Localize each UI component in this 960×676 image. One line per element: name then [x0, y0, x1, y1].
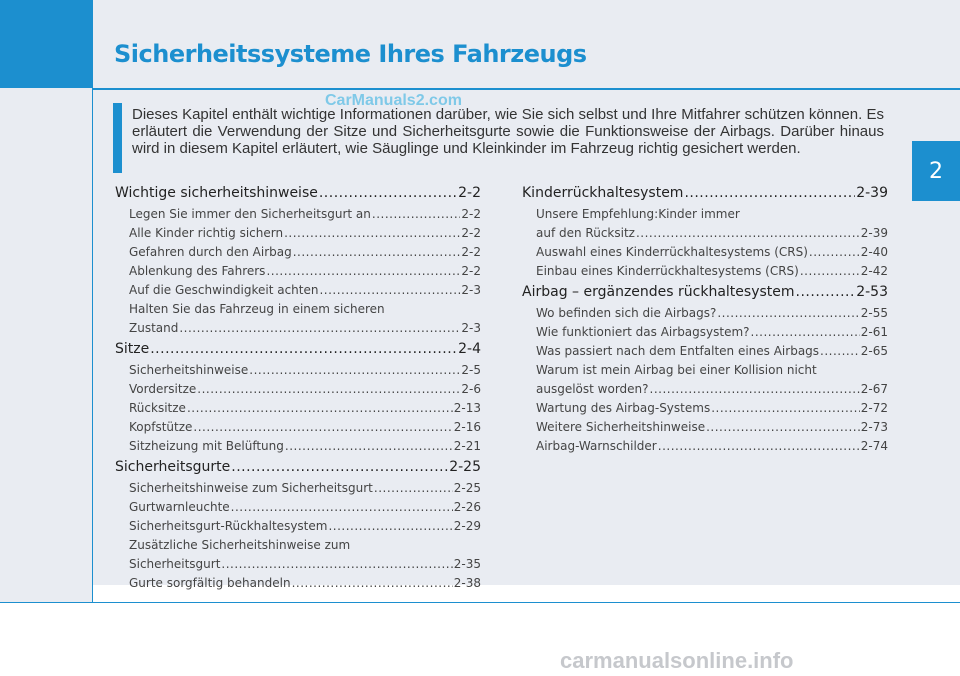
- leader-dots: [231, 498, 453, 517]
- leader-dots: [285, 437, 453, 456]
- toc-page-number: 2-21: [453, 439, 481, 453]
- toc-entry[interactable]: [522, 262, 888, 281]
- toc-section[interactable]: [115, 338, 481, 361]
- leader-dots: [319, 281, 460, 300]
- toc-entry-title: Wo befinden sich die Airbags?: [536, 306, 717, 320]
- toc-entry[interactable]: [522, 380, 888, 399]
- toc-page-number: 2-53: [856, 284, 888, 300]
- toc-page-number: 2-39: [860, 226, 888, 240]
- toc-page-number: 2-38: [453, 576, 481, 590]
- toc-entry[interactable]: [115, 574, 481, 593]
- toc-entry[interactable]: [115, 498, 481, 517]
- toc-entry-title: Alle Kinder richtig sichern: [129, 226, 284, 240]
- toc-page-number: 2-72: [860, 401, 888, 415]
- toc-entry-title: Sicherheitsgurt: [129, 557, 221, 571]
- toc-page-number: 2-74: [860, 439, 888, 453]
- leader-dots: [221, 555, 452, 574]
- toc-entry[interactable]: [522, 437, 888, 456]
- watermark-top: CarManuals2.com: [325, 92, 462, 109]
- leader-dots: [328, 517, 452, 536]
- toc-section-title: Kinderrückhaltesystem: [522, 185, 684, 201]
- toc-entry[interactable]: [115, 517, 481, 536]
- leader-dots: [796, 281, 856, 304]
- toc-page-number: 2-2: [458, 185, 481, 201]
- toc-left-column: [115, 182, 481, 593]
- chapter-number: 2: [929, 158, 943, 184]
- leader-dots: [820, 342, 860, 361]
- toc-entry[interactable]: [115, 555, 481, 574]
- leader-dots: [711, 399, 860, 418]
- intro-paragraph: Dieses Kapitel enthält wichtige Informationen darüber, wie Sie sich selbst und Ihre Mitfahrer schützen können. Es erläutert die Verwendung der Sitze und Sicherheitsgurte sowie die Funktionsweise der Airbags. Darüber hinaus wird in diesem Kapitel erläutert, wie Säuglinge und Kleinkinder im Fahrzeug richtig gesichert werden.: [132, 106, 884, 157]
- toc-section[interactable]: [115, 182, 481, 205]
- leader-dots: [650, 380, 860, 399]
- toc-section-title: Sitze: [115, 341, 150, 357]
- left-margin-stripe: [0, 0, 93, 603]
- toc-entry-title: Wartung des Airbag-Systems: [536, 401, 711, 415]
- toc-entry[interactable]: [522, 399, 888, 418]
- toc-page-number: 2-2: [461, 264, 481, 278]
- toc-page-number: 2-26: [453, 500, 481, 514]
- toc-page-number: 2-39: [856, 185, 888, 201]
- leader-dots: [636, 224, 860, 243]
- toc-entry[interactable]: [115, 418, 481, 437]
- header-rule: [92, 88, 960, 90]
- watermark-bottom: carmanualsonline.info: [560, 648, 794, 673]
- chapter-title: Sicherheitssysteme Ihres Fahrzeugs: [114, 40, 587, 68]
- leader-dots: [231, 456, 448, 479]
- toc-entry-title: Gurte sorgfältig behandeln: [129, 576, 291, 590]
- toc-entry[interactable]: [115, 361, 481, 380]
- toc-entry-title: ausgelöst worden?: [536, 382, 649, 396]
- toc-page-number: 2-29: [453, 519, 481, 533]
- toc-entry-title: Kopfstütze: [129, 420, 193, 434]
- toc-entry-title: Vordersitze: [129, 382, 197, 396]
- toc-entry[interactable]: [115, 224, 481, 243]
- toc-page-number: 2-2: [461, 207, 481, 221]
- toc-entry[interactable]: [115, 281, 481, 300]
- leader-dots: [717, 304, 859, 323]
- toc-right-column: [522, 182, 888, 456]
- toc-page-number: 2-13: [453, 401, 481, 415]
- toc-entry-line1[interactable]: Unsere Empfehlung:Kinder immer: [536, 207, 740, 221]
- leader-dots: [374, 479, 453, 498]
- toc-page-number: 2-3: [461, 321, 481, 335]
- toc-entry[interactable]: [115, 205, 481, 224]
- toc-entry-line1[interactable]: Halten Sie das Fahrzeug in einem sicheren: [129, 302, 385, 316]
- footer-rule: [0, 602, 960, 603]
- toc-entry[interactable]: [522, 342, 888, 361]
- toc-entry[interactable]: [115, 399, 481, 418]
- toc-entry[interactable]: [522, 224, 888, 243]
- toc-entry-title: Sitzheizung mit Belüftung: [129, 439, 284, 453]
- toc-section-title: Sicherheitsgurte: [115, 459, 231, 475]
- leader-dots: [197, 380, 460, 399]
- toc-page-number: 2-2: [461, 245, 481, 259]
- toc-page-number: 2-42: [860, 264, 888, 278]
- toc-entry-line1[interactable]: Zusätzliche Sicherheitshinweise zum: [129, 538, 351, 552]
- leader-dots: [292, 574, 453, 593]
- toc-entry-title: Was passiert nach dem Entfalten eines Airbags: [536, 344, 820, 358]
- leader-dots: [150, 338, 457, 361]
- leader-dots: [372, 205, 461, 224]
- toc-page-number: 2-16: [453, 420, 481, 434]
- toc-entry[interactable]: [115, 479, 481, 498]
- toc-section[interactable]: [522, 182, 888, 205]
- leader-dots: [751, 323, 860, 342]
- toc-page-number: 2-25: [449, 459, 481, 475]
- toc-page-number: 2-67: [860, 382, 888, 396]
- leader-dots: [800, 262, 860, 281]
- toc-entry[interactable]: [115, 243, 481, 262]
- toc-entry[interactable]: [115, 262, 481, 281]
- toc-entry-title: Legen Sie immer den Sicherheitsgurt an: [129, 207, 371, 221]
- toc-section[interactable]: [522, 281, 888, 304]
- toc-entry[interactable]: [115, 319, 481, 338]
- toc-page-number: 2-65: [860, 344, 888, 358]
- toc-entry-title: Airbag-Warnschilder: [536, 439, 657, 453]
- toc-entry-title: Auswahl eines Kinderrückhaltesystems (CRS): [536, 245, 808, 259]
- toc-section-title: Airbag – ergänzendes rückhaltesystem: [522, 284, 795, 300]
- intro-accent-bar: [113, 103, 122, 173]
- toc-entry-title: Ablenkung des Fahrers: [129, 264, 266, 278]
- leader-dots: [809, 243, 860, 262]
- toc-page-number: 2-25: [453, 481, 481, 495]
- leader-dots: [179, 319, 460, 338]
- toc-page-number: 2-4: [458, 341, 481, 357]
- toc-entry-title: Weitere Sicherheitshinweise: [536, 420, 706, 434]
- toc-entry[interactable]: [115, 437, 481, 456]
- toc-section-title: Wichtige sicherheitshinweise: [115, 185, 318, 201]
- toc-entry-title: Wie funktioniert das Airbagsystem?: [536, 325, 750, 339]
- leader-dots: [706, 418, 860, 437]
- header-accent-block: [0, 0, 92, 88]
- toc-entry[interactable]: [522, 418, 888, 437]
- toc-entry[interactable]: [522, 323, 888, 342]
- toc-page-number: 2-3: [461, 283, 481, 297]
- toc-entry[interactable]: [522, 304, 888, 323]
- leader-dots: [193, 418, 452, 437]
- leader-dots: [284, 224, 460, 243]
- toc-entry-line1[interactable]: Warum ist mein Airbag bei einer Kollision nicht: [536, 363, 817, 377]
- toc-entry-title: Einbau eines Kinderrückhaltesystems (CRS): [536, 264, 799, 278]
- toc-page-number: 2-6: [461, 382, 481, 396]
- toc-page-number: 2-35: [453, 557, 481, 571]
- leader-dots: [187, 399, 453, 418]
- toc-page-number: 2-73: [860, 420, 888, 434]
- toc-entry-title: Zustand: [129, 321, 179, 335]
- toc-entry-title: auf den Rücksitz: [536, 226, 635, 240]
- toc-entry[interactable]: [115, 380, 481, 399]
- toc-entry-title: Rücksitze: [129, 401, 186, 415]
- toc-page-number: 2-5: [461, 363, 481, 377]
- toc-page-number: 2-55: [860, 306, 888, 320]
- toc-page-number: 2-2: [461, 226, 481, 240]
- toc-section[interactable]: [115, 456, 481, 479]
- toc-page-number: 2-61: [860, 325, 888, 339]
- toc-page-number: 2-40: [860, 245, 888, 259]
- toc-entry-title: Gefahren durch den Airbag: [129, 245, 292, 259]
- toc-entry-title: Gurtwarnleuchte: [129, 500, 230, 514]
- leader-dots: [293, 243, 461, 262]
- chapter-tab[interactable]: [912, 141, 960, 201]
- toc-entry-title: Sicherheitshinweise: [129, 363, 249, 377]
- toc-entry-title: Sicherheitshinweise zum Sicherheitsgurt: [129, 481, 373, 495]
- leader-dots: [266, 262, 460, 281]
- leader-dots: [249, 361, 460, 380]
- toc-entry[interactable]: [522, 243, 888, 262]
- leader-dots: [319, 182, 457, 205]
- toc-entry-title: Auf die Geschwindigkeit achten: [129, 283, 319, 297]
- leader-dots: [684, 182, 855, 205]
- leader-dots: [658, 437, 860, 456]
- toc-entry-title: Sicherheitsgurt-Rückhaltesystem: [129, 519, 328, 533]
